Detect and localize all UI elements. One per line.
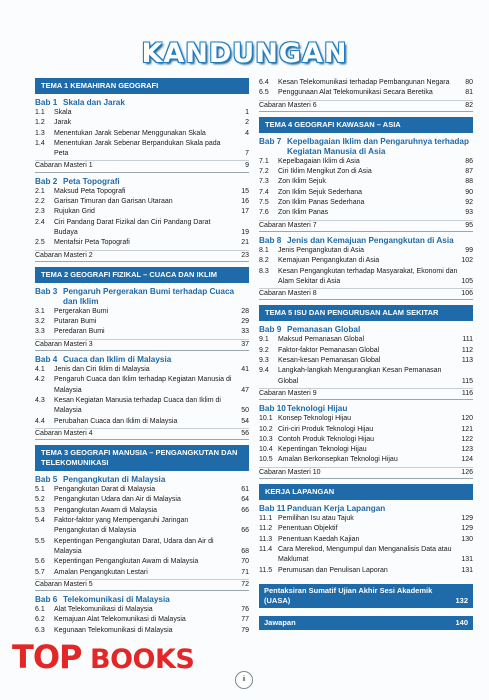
entry-title: Kemajuan Alat Telekomunikasi di Malaysia [54, 616, 186, 624]
entry-title: Amalan Berkonsepkan Teknologi Hijau [278, 456, 398, 464]
entry-number: 5.5 [35, 537, 45, 545]
mastery-challenge-entry [259, 388, 473, 400]
mastery-challenge-entry [259, 100, 473, 112]
theme-header: KERJA LAPANGAN [259, 484, 473, 500]
final-title: Jawapan [264, 617, 296, 627]
mastery-challenge-entry [35, 339, 249, 351]
chapter-title: Panduan Kerja Lapangan [287, 504, 386, 514]
entry-title: Rujukan Grid [54, 208, 95, 216]
chapter-number: Bab 7 [259, 136, 282, 146]
chapter-title: Jenis dan Kemajuan Pengangkutan di Asia [287, 235, 454, 245]
entry-page: 90 [465, 188, 473, 196]
toc-entry [35, 537, 249, 558]
chapter-title: Skala dan Jarak [63, 98, 125, 107]
toc-entry [259, 78, 473, 88]
final-page: 140 [455, 617, 468, 627]
entry-number: 6.4 [259, 79, 269, 86]
entry-page: 15 [241, 187, 249, 195]
entry-title: Penentuan Objektif [278, 525, 338, 533]
entry-page: 88 [465, 178, 473, 186]
theme-header: TEMA 5 ISU DAN PENGURUSAN ALAM SEKITAR [259, 305, 473, 321]
chapter-heading [259, 404, 473, 414]
entry-number: 7.6 [259, 209, 269, 217]
mastery-page: 95 [465, 221, 473, 229]
chapter-number: Bab 11 [259, 504, 286, 514]
theme-header: TEMA 2 GEOGRAFI FIZIKAL – CUACA DAN IKLIM [35, 267, 249, 283]
entry-page: 1 [245, 109, 249, 116]
toc-entry [259, 524, 473, 534]
entry-title: Ciri Pandang Darat Fizikal dan Ciri Pandang Darat Budaya [54, 218, 211, 236]
toc-entry [259, 198, 473, 208]
entry-number: 10.1 [259, 415, 273, 423]
entry-number: 5.4 [35, 517, 45, 525]
entry-page: 17 [241, 208, 249, 216]
entry-title: Kegunaan Telekomunikasi di Malaysia [54, 626, 173, 634]
entry-title: Ciri-ciri Produk Teknologi Hijau [278, 425, 374, 433]
entry-title: Kepelbagaian Iklim di Asia [278, 157, 360, 165]
toc-entry [35, 568, 249, 578]
toc-entry [259, 455, 473, 465]
entry-number: 9.4 [259, 367, 269, 375]
entry-title: Zon Iklim Sejuk Sederhana [278, 188, 363, 196]
entry-page: 92 [465, 199, 473, 207]
right-column [259, 78, 473, 630]
mastery-page: 82 [465, 101, 473, 109]
entry-title: Kepentingan Pengangkutan Darat, Udara dan Air di Malaysia [54, 537, 214, 555]
toc-entry [259, 445, 473, 455]
entry-number: 7.5 [259, 199, 269, 207]
mastery-title: Cabaran Masteri 8 [259, 290, 317, 298]
toc-entry [35, 485, 249, 495]
toc-entry [259, 435, 473, 445]
final-section-entry [259, 616, 473, 630]
chapter-heading [259, 137, 473, 157]
mastery-title: Cabaran Masteri 5 [35, 580, 93, 588]
entry-number: 5.2 [35, 496, 45, 504]
entry-number: 3.1 [35, 307, 45, 315]
entry-number: 11.4 [259, 545, 273, 553]
entry-title: Putaran Bumi [54, 318, 97, 326]
mastery-title: Cabaran Masteri 7 [259, 221, 317, 229]
final-title: Pentaksiran Sumatif Ujian Akhir Sesi Akademik (UASA) [264, 585, 433, 605]
mastery-challenge-entry [35, 250, 249, 262]
entry-number: 9.1 [259, 336, 269, 344]
page-number: ii [235, 671, 253, 689]
chapter-heading [35, 355, 249, 365]
chapter-number: Bab 8 [259, 235, 282, 245]
entry-page: 71 [241, 568, 249, 576]
chapter-number: Bab 3 [35, 286, 58, 296]
chapter-heading [35, 287, 249, 307]
chapter-heading [35, 475, 249, 485]
entry-number: 2.5 [35, 239, 45, 247]
entry-page: 19 [241, 228, 249, 236]
mastery-page: 106 [461, 290, 473, 298]
mastery-title: Cabaran Masteri 9 [259, 389, 317, 397]
entry-title: Cara Merekod, Mengumpul dan Menganalisis Data atau Maklumat [278, 545, 452, 564]
entry-page: 64 [241, 496, 249, 504]
entry-page: 4 [245, 129, 249, 137]
toc-entry [35, 615, 249, 625]
entry-page: 115 [461, 377, 473, 385]
mastery-page: 72 [241, 580, 249, 588]
entry-page: 112 [461, 346, 473, 354]
mastery-title: Cabaran Masteri 1 [35, 162, 93, 170]
entry-page: 54 [241, 417, 249, 425]
toc-entry [259, 356, 473, 366]
entry-page: 77 [241, 616, 249, 624]
toc-entry [35, 218, 249, 239]
topbooks-logo [12, 634, 198, 674]
entry-title: Menentukan Jarak Sebenar Berpandukan Skala pada Peta [54, 139, 221, 158]
entry-page: 129 [461, 515, 473, 523]
mastery-challenge-entry [35, 428, 249, 440]
entry-page: 129 [461, 525, 473, 533]
entry-title: Mentafsir Peta Topografi [54, 239, 130, 247]
entry-page: 80 [465, 79, 473, 86]
entry-title: Konsep Teknologi Hijau [278, 415, 352, 423]
logo-top-text: TOP [12, 638, 82, 676]
entry-title: Perumusan dan Penulisan Laporan [278, 566, 388, 574]
mastery-challenge-entry [35, 160, 249, 172]
entry-page: 47 [241, 386, 249, 394]
entry-page: 130 [461, 535, 473, 543]
entry-page: 76 [241, 606, 249, 614]
entry-number: 1.3 [35, 129, 45, 137]
entry-page: 124 [461, 456, 473, 464]
entry-title: Pergerakan Bumi [54, 307, 109, 315]
entry-number: 10.5 [259, 456, 273, 464]
toc-entry [259, 246, 473, 256]
entry-page: 41 [241, 366, 249, 374]
toc-entry [259, 157, 473, 167]
chapter-title: Pengaruh Pergerakan Bumi terhadap Cuaca dan Iklim [63, 286, 235, 306]
toc-entry [259, 167, 473, 177]
entry-page: 66 [241, 527, 249, 535]
entry-page: 105 [461, 277, 473, 285]
chapter-number: Bab 5 [35, 475, 58, 485]
entry-title: Alat Telekomunikasi di Malaysia [54, 606, 153, 614]
entry-title: Pemilihan Isu atau Tajuk [278, 515, 354, 523]
entry-page: 111 [462, 336, 473, 344]
toc-entry [259, 366, 473, 387]
chapter-number: Bab 2 [35, 176, 58, 186]
entry-number: 8.1 [259, 246, 269, 254]
toc-entry [35, 396, 249, 417]
entry-number: 3.2 [35, 318, 45, 326]
entry-title: Zon Iklim Panas [278, 209, 329, 217]
chapter-number: Bab 4 [35, 355, 58, 365]
chapter-heading [35, 595, 249, 605]
entry-page: 29 [241, 318, 249, 326]
entry-title: Contoh Produk Teknologi Hijau [278, 435, 374, 443]
mastery-page: 116 [461, 389, 473, 397]
toc-entry [35, 417, 249, 427]
chapter-title: Cuaca dan Iklim di Malaysia [63, 355, 172, 365]
toc-entry [259, 267, 473, 288]
entry-page: 120 [461, 415, 473, 423]
toc-entry [259, 88, 473, 98]
toc-entry [259, 256, 473, 266]
entry-page: 99 [465, 246, 473, 254]
entry-number: 4.1 [35, 366, 45, 374]
entry-number: 7.4 [259, 188, 269, 196]
theme-header: TEMA 1 KEMAHIRAN GEOGRAFI [35, 78, 249, 94]
toc-entry [35, 118, 249, 128]
entry-number: 6.5 [259, 89, 269, 97]
entry-number: 5.3 [35, 506, 45, 514]
entry-number: 11.3 [259, 535, 273, 543]
toc-entry [35, 365, 249, 375]
toc-entry [35, 327, 249, 337]
entry-number: 10.3 [259, 435, 273, 443]
mastery-page: 56 [241, 429, 249, 437]
entry-page: 7 [245, 150, 249, 158]
entry-number: 7.2 [259, 168, 269, 176]
entry-title: Skala [54, 109, 72, 116]
entry-title: Jenis Pengangkutan di Asia [278, 246, 365, 254]
entry-page: 93 [465, 209, 473, 217]
entry-number: 5.7 [35, 568, 45, 576]
entry-number: 4.4 [35, 417, 45, 425]
entry-title: Pengaruh Cuaca dan Iklim terhadap Kegiatan Manusia di Malaysia [54, 376, 232, 394]
chapter-number: Bab 1 [35, 98, 58, 107]
mastery-challenge-entry [259, 220, 473, 232]
entry-title: Kemajuan Pengangkutan di Asia [278, 257, 380, 265]
toc-entry [35, 187, 249, 197]
theme-header: TEMA 3 GEOGRAFI MANUSIA – PENGANGKUTAN DAN TELEKOMUNIKASI [35, 445, 249, 471]
entry-number: 2.2 [35, 198, 45, 206]
toc-entry [259, 208, 473, 218]
entry-number: 4.3 [35, 396, 45, 404]
entry-title: Maksud Pemanasan Global [278, 336, 364, 344]
entry-number: 3.3 [35, 328, 45, 336]
chapter-heading [35, 98, 249, 108]
toc-entry [259, 335, 473, 345]
chapter-heading [259, 236, 473, 246]
mastery-title: Cabaran Masteri 2 [35, 251, 93, 259]
entry-page: 121 [461, 425, 473, 433]
mastery-challenge-entry [259, 288, 473, 300]
toc-entry [259, 188, 473, 198]
entry-title: Kesan Pengangkutan terhadap Masyarakat, Ekonomi dan Alam Sekitar di Asia [278, 267, 458, 285]
entry-title: Penentuan Kaedah Kajian [278, 535, 360, 543]
toc-entry [259, 425, 473, 435]
entry-title: Kepentingan Teknologi Hijau [278, 446, 367, 454]
entry-number: 10.2 [259, 425, 273, 433]
entry-number: 6.3 [35, 626, 45, 634]
toc-entry [35, 516, 249, 537]
entry-title: Menentukan Jarak Sebenar Menggunakan Skala [54, 129, 206, 137]
mastery-page: 23 [241, 251, 249, 259]
entry-number: 9.3 [259, 357, 269, 365]
toc-entry [35, 557, 249, 567]
toc-entry [259, 177, 473, 187]
entry-number: 2.4 [35, 218, 45, 226]
mastery-challenge-entry [259, 467, 473, 479]
toc-entry [35, 317, 249, 327]
mastery-challenge-entry [35, 579, 249, 591]
mastery-title: Cabaran Masteri 3 [35, 340, 93, 348]
logo-books-text: BOOKS [90, 644, 195, 675]
entry-page: 79 [241, 626, 249, 634]
entry-title: Pengangkutan Udara dan Air di Malaysia [54, 496, 181, 504]
entry-number: 5.1 [35, 486, 45, 494]
entry-number: 11.1 [259, 515, 273, 523]
entry-page: 131 [461, 566, 473, 574]
entry-page: 113 [461, 357, 473, 365]
entry-page: 28 [241, 307, 249, 315]
chapter-heading [35, 177, 249, 187]
entry-number: 7.3 [259, 178, 269, 186]
page-title: KANDUNGAN [141, 38, 348, 69]
left-column [35, 78, 249, 636]
entry-title: Jarak [54, 119, 72, 127]
entry-page: 50 [241, 407, 249, 415]
entry-title: Penggunaan Alat Telekomunikasi Secara Beretika [278, 89, 433, 97]
chapter-title: Telekomunikasi di Malaysia [63, 595, 170, 605]
toc-entry [259, 414, 473, 424]
entry-page: 33 [241, 328, 249, 336]
entry-page: 16 [241, 198, 249, 206]
entry-number: 1.4 [35, 139, 45, 147]
chapter-number: Bab 10 [259, 404, 286, 414]
entry-page: 87 [465, 168, 473, 176]
toc-entry [35, 108, 249, 118]
chapter-number: Bab 6 [35, 595, 58, 605]
entry-page: 102 [461, 257, 473, 265]
entry-number: 7.1 [259, 157, 269, 165]
entry-number: 11.2 [259, 525, 273, 533]
toc-entry [259, 566, 473, 576]
entry-page: 21 [241, 239, 249, 247]
entry-title: Perubahan Cuaca dan Iklim di Malaysia [54, 417, 178, 425]
chapter-title: Peta Topografi [63, 176, 120, 186]
toc-entry [35, 495, 249, 505]
toc-entry [35, 129, 249, 139]
entry-title: Ciri Iklim Mengikut Zon di Asia [278, 168, 372, 176]
entry-number: 6.2 [35, 616, 45, 624]
entry-number: 8.3 [259, 267, 269, 275]
entry-page: 61 [241, 486, 249, 494]
entry-page: 2 [245, 119, 249, 127]
entry-title: Jenis dan Ciri Iklim di Malaysia [54, 366, 150, 374]
toc-entry [259, 346, 473, 356]
chapter-title: Pengangkutan di Malaysia [63, 475, 166, 485]
entry-page: 123 [461, 446, 473, 454]
toc-entry [35, 207, 249, 217]
entry-number: 1.1 [35, 109, 45, 116]
entry-title: Pengangkutan Darat di Malaysia [54, 486, 156, 494]
entry-page: 70 [241, 558, 249, 566]
entry-title: Langkah-langkah Mengurangkan Kesan Pemanasan Global [278, 367, 442, 385]
entry-number: 1.2 [35, 119, 45, 127]
toc-entry [35, 197, 249, 207]
chapter-heading [259, 325, 473, 335]
entry-title: Kepentingan Pengangkutan Awam di Malaysia [54, 558, 199, 566]
mastery-page: 126 [461, 468, 473, 476]
mastery-title: Cabaran Masteri 10 [259, 468, 321, 476]
toc-entry [259, 535, 473, 545]
toc-entry [35, 307, 249, 317]
toc-entry [35, 238, 249, 248]
entry-number: 5.6 [35, 558, 45, 566]
entry-number: 8.2 [259, 257, 269, 265]
entry-number: 4.2 [35, 376, 45, 384]
entry-page: 122 [461, 435, 473, 443]
entry-number: 9.2 [259, 346, 269, 354]
entry-page: 131 [461, 556, 473, 564]
mastery-title: Cabaran Masteri 6 [259, 101, 317, 109]
entry-title: Kesan Kegiatan Manusia terhadap Cuaca dan Iklim di Malaysia [54, 396, 221, 415]
entry-number: 2.3 [35, 208, 45, 216]
entry-title: Peredaran Bumi [54, 328, 105, 336]
chapter-title: Teknologi Hijau [287, 404, 348, 414]
toc-entry [35, 375, 249, 396]
entry-page: 81 [465, 89, 473, 97]
mastery-page: 37 [241, 340, 249, 348]
entry-page: 66 [241, 506, 249, 514]
chapter-title: Kepelbagaian Iklim dan Pengaruhnya terhadap Kegiatan Manusia di Asia [287, 136, 469, 156]
entry-page: 68 [241, 547, 249, 555]
entry-title: Kesan-kesan Pemanasan Global [278, 357, 381, 365]
entry-number: 2.1 [35, 187, 45, 195]
entry-number: 6.1 [35, 606, 45, 614]
entry-title: Zon Iklim Sejuk [278, 178, 326, 186]
toc-entry [35, 506, 249, 516]
entry-title: Maksud Peta Topografi [54, 187, 126, 195]
entry-title: Kesan Telekomunikasi terhadap Pembangunan Negara [278, 79, 450, 86]
toc-entry [35, 605, 249, 615]
mastery-page: 9 [245, 162, 249, 170]
entry-title: Amalan Pengangkutan Lestari [54, 568, 148, 576]
final-page: 132 [455, 595, 468, 605]
entry-title: Pengangkutan Awam di Malaysia [54, 506, 157, 514]
entry-title: Zon Iklim Panas Sederhana [278, 199, 365, 207]
entry-title: Faktor-faktor Pemanasan Global [278, 346, 380, 354]
chapter-number: Bab 9 [259, 325, 282, 335]
entry-title: Garisan Timuran dan Garisan Utaraan [54, 198, 173, 206]
toc-entry [259, 545, 473, 566]
entry-page: 86 [465, 157, 473, 165]
chapter-heading [259, 504, 473, 514]
theme-header: TEMA 4 GEOGRAFI KAWASAN – ASIA [259, 117, 473, 133]
entry-number: 11.5 [259, 566, 273, 574]
entry-title: Faktor-faktor yang Mempengaruhi Jaringan Pengangkutan di Malaysia [54, 517, 189, 535]
toc-entry [35, 139, 249, 160]
chapter-title: Pemanasan Global [287, 325, 361, 335]
final-section-entry [259, 584, 473, 608]
entry-number: 10.4 [259, 446, 273, 454]
mastery-title: Cabaran Masteri 4 [35, 429, 93, 437]
toc-entry [259, 514, 473, 524]
